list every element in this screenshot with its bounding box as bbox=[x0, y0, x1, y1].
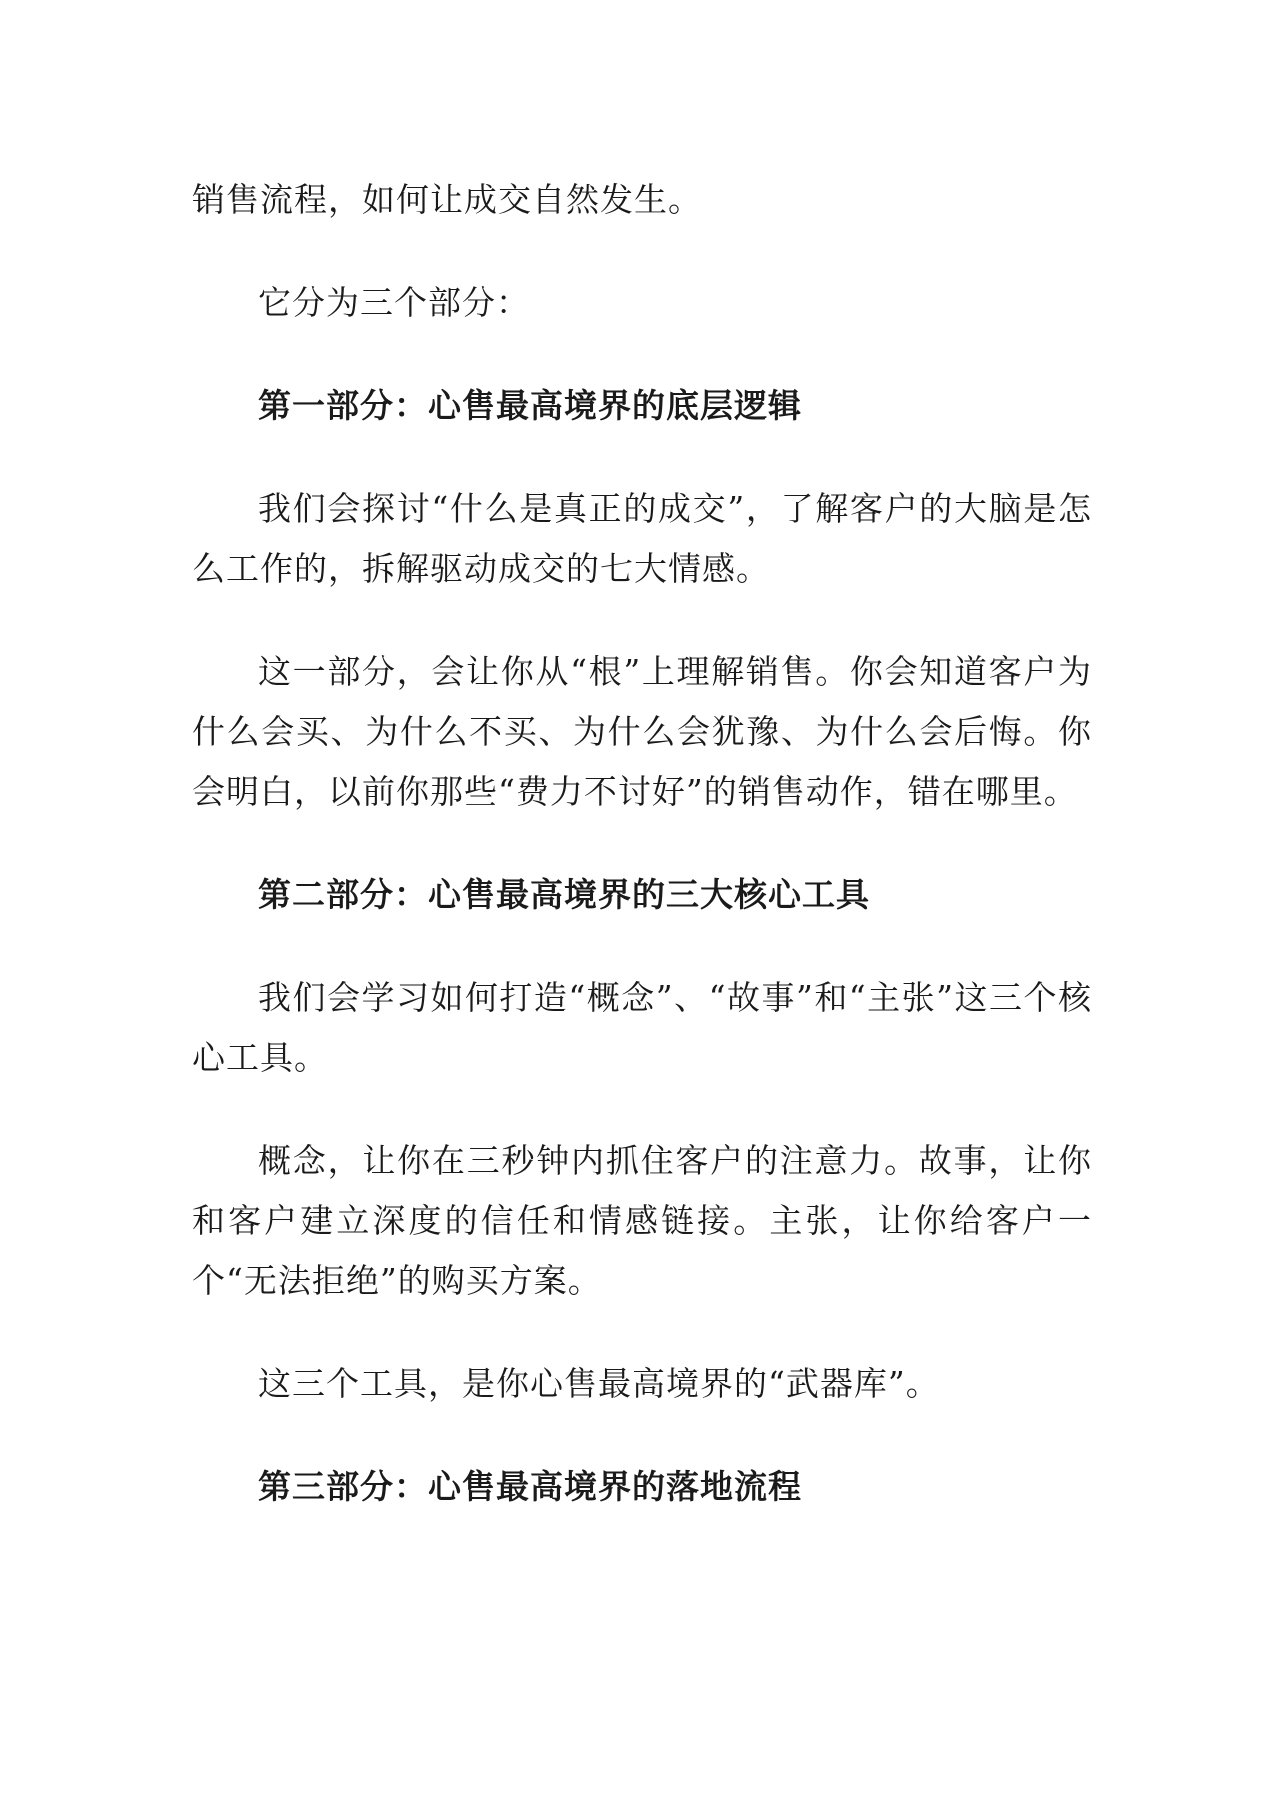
section-heading-part-three: 第三部分：心售最高境界的落地流程 bbox=[258, 1467, 802, 1506]
paragraph-continuation: 销售流程，如何让成交自然发生。 bbox=[192, 180, 702, 219]
paragraph-part-two-overview: 我们会学习如何打造“概念”、“故事”和“主张”这三个核心工具。 bbox=[192, 978, 1092, 1077]
paragraph-intro: 它分为三个部分： bbox=[258, 283, 530, 322]
document-body bbox=[192, 170, 1092, 1517]
paragraph-part-one-detail: 这一部分，会让你从“根”上理解销售。你会知道客户为什么会买、为什么不买、为什么会犹豫、为什么会后悔。你会明白，以前你那些“费力不讨好”的销售动作，错在哪里。 bbox=[192, 652, 1092, 811]
paragraph-part-two-summary: 这三个工具，是你心售最高境界的“武器库”。 bbox=[258, 1364, 940, 1403]
section-heading-part-one: 第一部分：心售最高境界的底层逻辑 bbox=[258, 386, 802, 425]
section-heading-part-two: 第二部分：心售最高境界的三大核心工具 bbox=[258, 875, 870, 914]
paragraph-part-two-detail: 概念，让你在三秒钟内抓住客户的注意力。故事，让你和客户建立深度的信任和情感链接。主张，让你给客户一个“无法拒绝”的购买方案。 bbox=[192, 1141, 1092, 1300]
paragraph-part-one-overview: 我们会探讨“什么是真正的成交”，了解客户的大脑是怎么工作的，拆解驱动成交的七大情感。 bbox=[192, 489, 1092, 588]
